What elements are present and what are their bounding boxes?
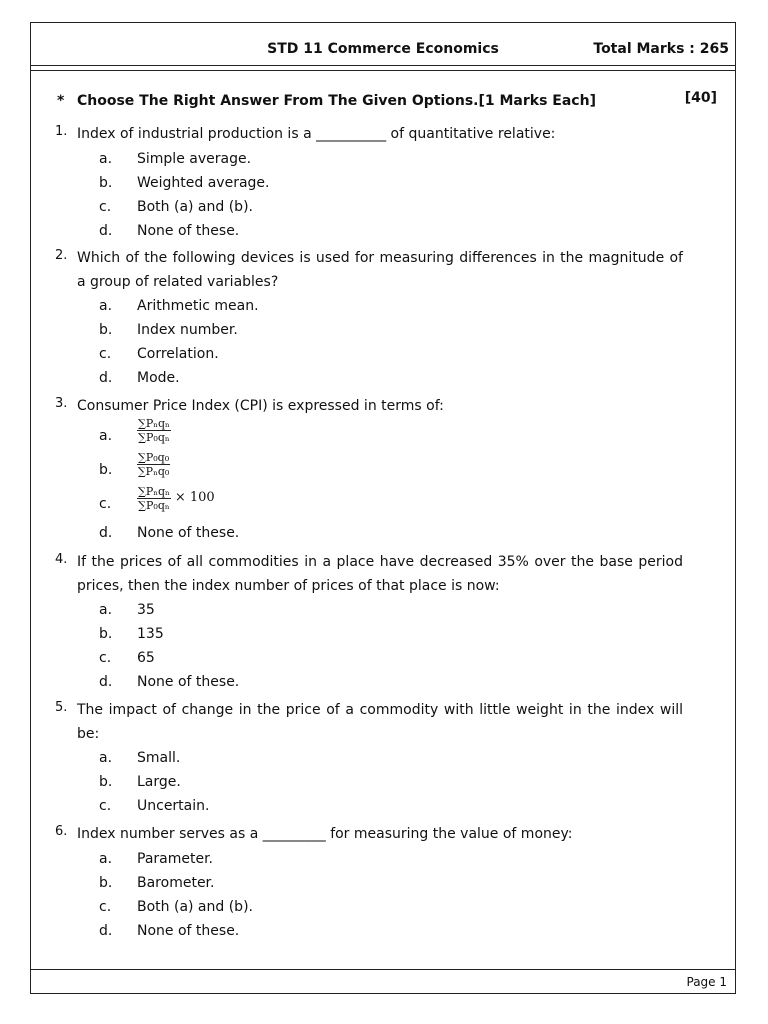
option-letter: d. (99, 922, 113, 939)
option-letter: b. (99, 461, 113, 478)
option (55, 318, 683, 342)
option-text: Both (a) and (b). (137, 198, 253, 215)
total-marks: Total Marks : 265 (593, 41, 729, 57)
page-frame (30, 22, 736, 994)
option-letter: a. (99, 602, 113, 619)
option-letter: b. (99, 874, 113, 891)
option (55, 919, 683, 943)
formula-numerator: ∑P₀q₀ (138, 450, 170, 464)
option-text: 135 (137, 626, 164, 643)
question-1 (55, 123, 683, 243)
option-letter: c. (99, 198, 112, 215)
question-number: 1. (55, 124, 68, 139)
option (55, 746, 683, 770)
option-letter: b. (99, 626, 113, 643)
option (55, 366, 683, 390)
option-text: None of these. (137, 922, 240, 939)
option-text: Arithmetic mean. (137, 298, 259, 315)
option-letter: a. (99, 298, 113, 315)
header-rule-top (31, 65, 735, 66)
question-text: If the prices of all commodities in a place have decreased 35% over the base period prices, then the index number of prices of that place is now: (77, 554, 683, 594)
formula (137, 485, 215, 512)
option (55, 598, 683, 622)
option-text: Small. (137, 750, 181, 767)
option-letter: b. (99, 774, 113, 791)
option-letter: c. (99, 898, 112, 915)
question-4 (55, 551, 683, 694)
section-marks: [40] (684, 90, 717, 106)
option (55, 484, 683, 521)
section-instruction: Choose The Right Answer From The Given Options.[1 Marks Each] (77, 93, 596, 109)
option-text: Correlation. (137, 346, 219, 363)
formula-numerator: ∑Pₙqₙ (138, 416, 170, 430)
option-letter: d. (99, 370, 113, 387)
option-text: 65 (137, 650, 155, 667)
option-text: Both (a) and (b). (137, 898, 253, 915)
option-text: Mode. (137, 370, 180, 387)
footer-rule (31, 969, 735, 970)
option-text: Barometer. (137, 874, 215, 891)
option (55, 895, 683, 919)
formula (137, 417, 171, 444)
question-number: 5. (55, 700, 68, 715)
question-text: Consumer Price Index (CPI) is expressed in terms of: (77, 398, 444, 414)
page-number: Page 1 (686, 975, 727, 989)
option (55, 646, 683, 670)
question-5 (55, 699, 683, 818)
formula-denominator: ∑Pₙq₀ (137, 464, 170, 478)
option-text: 35 (137, 602, 155, 619)
option (55, 450, 683, 487)
header-rule-bottom (31, 70, 735, 71)
option-text: None of these. (137, 524, 240, 541)
option (55, 219, 683, 243)
question-text: Index of industrial production is a __________ of quantitative relative: (77, 126, 556, 142)
question-6 (55, 823, 683, 943)
question-text: The impact of change in the price of a commodity with little weight in the index will be: (77, 702, 683, 742)
option (55, 521, 683, 545)
option (55, 794, 683, 818)
star-bullet: * (57, 93, 65, 109)
option-letter: d. (99, 524, 113, 541)
question-number: 3. (55, 396, 68, 411)
option-text: None of these. (137, 222, 240, 239)
option-letter: c. (99, 346, 112, 363)
question-text: Index number serves as a _________ for measuring the value of money: (77, 826, 573, 842)
option-letter: c. (99, 650, 112, 667)
question-3 (55, 395, 683, 545)
question-number: 4. (55, 552, 68, 567)
formula-numerator: ∑Pₙqₙ (138, 484, 170, 498)
option-text: Large. (137, 774, 181, 791)
option (55, 416, 683, 453)
option-letter: a. (99, 750, 113, 767)
option (55, 770, 683, 794)
option-letter: b. (99, 174, 113, 191)
formula-denominator: ∑P₀qₙ (138, 430, 170, 444)
question-2 (55, 247, 683, 390)
option-letter: a. (99, 427, 113, 444)
option-text: Uncertain. (137, 798, 210, 815)
option-letter: c. (99, 495, 112, 512)
formula-denominator: ∑P₀qₙ (138, 498, 170, 512)
option (55, 195, 683, 219)
option (55, 622, 683, 646)
formula (137, 451, 170, 478)
option-letter: c. (99, 798, 112, 815)
option (55, 342, 683, 366)
paper-title: STD 11 Commerce Economics (267, 41, 499, 57)
question-text: Which of the following devices is used for measuring differences in the magnitude of a group of related variables? (77, 250, 683, 290)
question-number: 2. (55, 248, 68, 263)
page-header (31, 23, 735, 69)
option-text: Parameter. (137, 850, 214, 867)
option-text: None of these. (137, 674, 240, 691)
option (55, 147, 683, 171)
option-text: Simple average. (137, 150, 252, 167)
option-letter: d. (99, 222, 113, 239)
option-letter: a. (99, 150, 113, 167)
option (55, 847, 683, 871)
question-number: 6. (55, 824, 68, 839)
option-letter: d. (99, 674, 113, 691)
option-letter: a. (99, 850, 113, 867)
option-letter: b. (99, 322, 113, 339)
option (55, 670, 683, 694)
section-heading (57, 90, 717, 109)
option (55, 171, 683, 195)
formula-multiplier: × 100 (174, 490, 215, 506)
option (55, 294, 683, 318)
option-text: Weighted average. (137, 174, 270, 191)
option (55, 871, 683, 895)
option-text: Index number. (137, 322, 238, 339)
